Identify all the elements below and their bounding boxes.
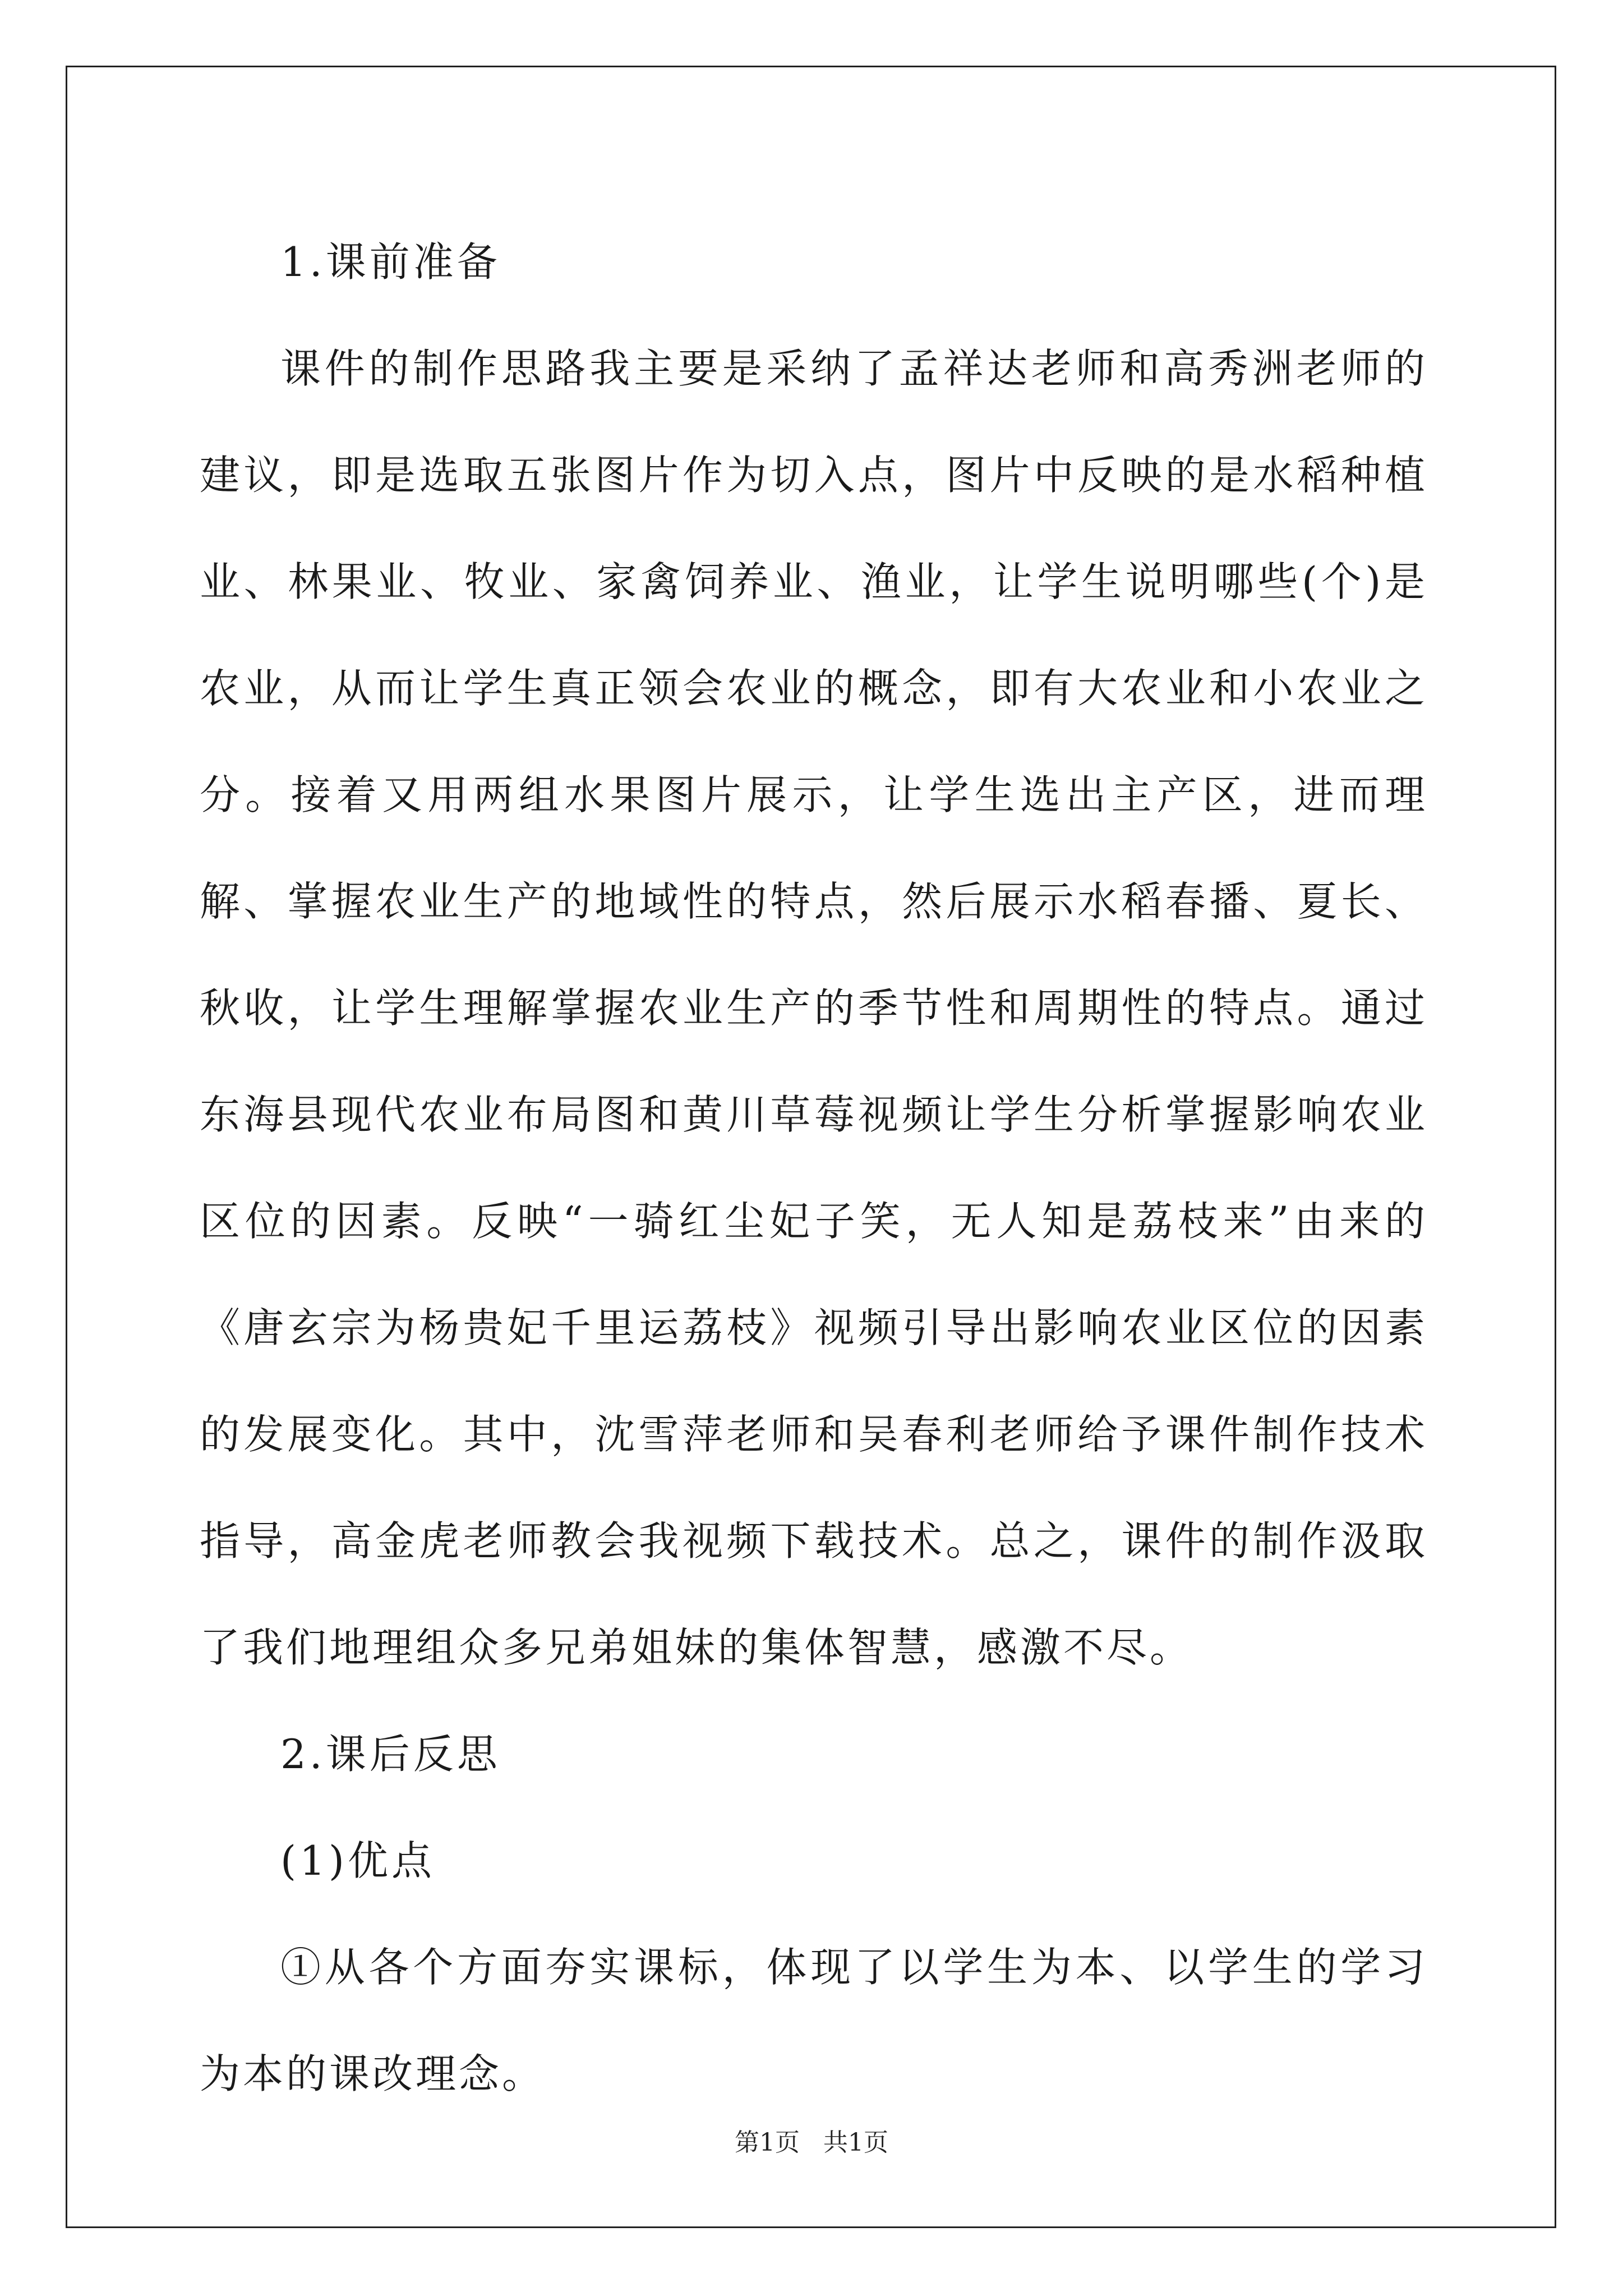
document-body bbox=[200, 209, 1428, 2127]
subheading-advantages: (1)优点 bbox=[280, 1837, 435, 1884]
body-paragraph-advantage-1: ①从各个方面夯实课标，体现了以学生为本、以学生的学习为本的课改理念。 bbox=[200, 1944, 1428, 2097]
body-paragraph-courseware: 课件的制作思路我主要是采纳了孟祥达老师和高秀洲老师的建议，即是选取五张图片作为切入点，图片中反映的是水稻种植业、林果业、牧业、家禽饲养业、渔业，让学生说明哪些(个)是农业，从而让学生真正领会农业的概念，即有大农业和小农业之分。接着又用两组水果图片展示，让学生选出主产区，进而理解、掌握农业生产的地域性的特点，然后展示水稻春播、夏长、秋收，让学生理解掌握农业生产的季节性和周期性的特点。通过东海县现代农业布局图和黄川草莓视频让学生分析掌握影响农业区位的因素。反映“一骑红尘妃子笑，无人知是荔枝来”由来的《唐玄宗为杨贵妃千里运荔枝》视频引导出影响农业区位的因素的发展变化。其中，沈雪萍老师和吴春利老师给予课件制作技术指导，高金虎老师教会我视频下载技术。总之，课件的制作汲取了我们地理组众多兄弟姐妹的集体智慧，感激不尽。 bbox=[200, 345, 1428, 1671]
page-number: 第1页 bbox=[735, 2128, 800, 2157]
section-heading-course-preparation: 1.课前准备 bbox=[280, 238, 501, 286]
page-total: 共1页 bbox=[823, 2128, 888, 2157]
section-heading-reflection: 2.课后反思 bbox=[280, 1731, 501, 1778]
page-footer bbox=[0, 2126, 1623, 2160]
